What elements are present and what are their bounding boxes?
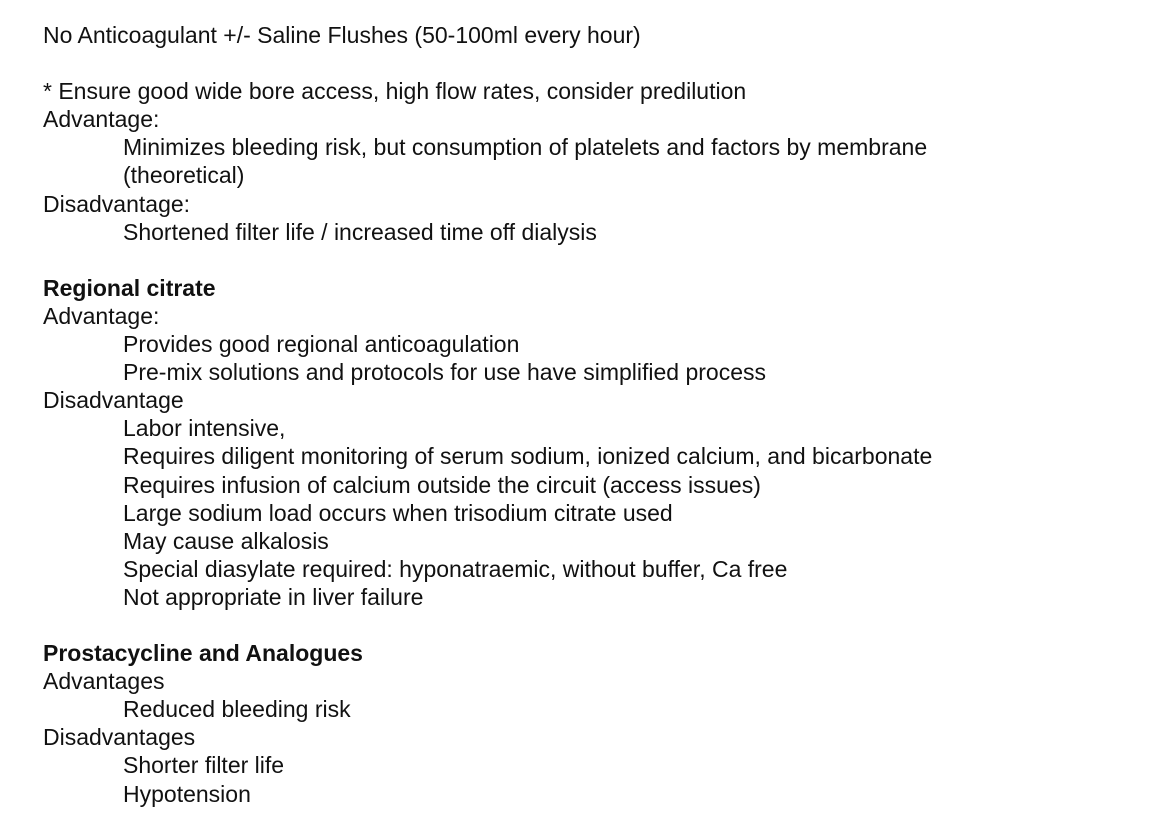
section-prostacycline — [43, 639, 1143, 808]
document-page — [43, 21, 1143, 808]
disadvantage-item: Hypotension — [123, 780, 251, 807]
disadvantage-item: Shortened filter life / increased time off dialysis — [123, 218, 597, 245]
spacer — [43, 611, 1143, 639]
advantage-item: Provides good regional anticoagulation — [123, 331, 520, 358]
disadvantage-item: Requires diligent monitoring of serum sodium, ionized calcium, and bicarbonate — [123, 443, 933, 470]
disadvantage-item: Labor intensive, — [123, 415, 286, 442]
advantage-label: Advantage: — [43, 106, 160, 133]
section-regional-citrate — [43, 274, 1143, 611]
section-heading: Prostacycline and Analogues — [43, 640, 363, 667]
section-note: * Ensure good wide bore access, high flow rates, consider predilution — [43, 78, 747, 105]
advantage-item: Reduced bleeding risk — [123, 696, 351, 723]
disadvantage-item: Requires infusion of calcium outside the circuit (access issues) — [123, 471, 761, 498]
section-heading: Regional citrate — [43, 274, 216, 301]
disadvantage-label: Disadvantages — [43, 724, 196, 751]
disadvantage-label: Disadvantage — [43, 387, 184, 414]
disadvantage-item: Special diasylate required: hyponatraemic, without buffer, Ca free — [123, 555, 788, 582]
disadvantage-item: May cause alkalosis — [123, 527, 329, 554]
spacer — [43, 246, 1143, 274]
advantage-label: Advantage: — [43, 302, 160, 329]
disadvantage-label: Disadvantage: — [43, 190, 191, 217]
section-no-anticoagulant — [43, 21, 1143, 246]
disadvantage-item: Large sodium load occurs when trisodium citrate used — [123, 499, 673, 526]
advantage-item: Minimizes bleeding risk, but consumption of platelets and factors by membrane — [123, 134, 928, 161]
disadvantage-item: Shorter filter life — [123, 752, 285, 779]
section-heading: No Anticoagulant +/- Saline Flushes (50-100ml every hour) — [43, 22, 641, 48]
advantage-label: Advantages — [43, 668, 165, 695]
spacer — [43, 49, 1143, 77]
advantage-item: (theoretical) — [123, 162, 245, 189]
disadvantage-item: Not appropriate in liver failure — [123, 583, 424, 610]
advantage-item: Pre-mix solutions and protocols for use have simplified process — [123, 359, 767, 386]
